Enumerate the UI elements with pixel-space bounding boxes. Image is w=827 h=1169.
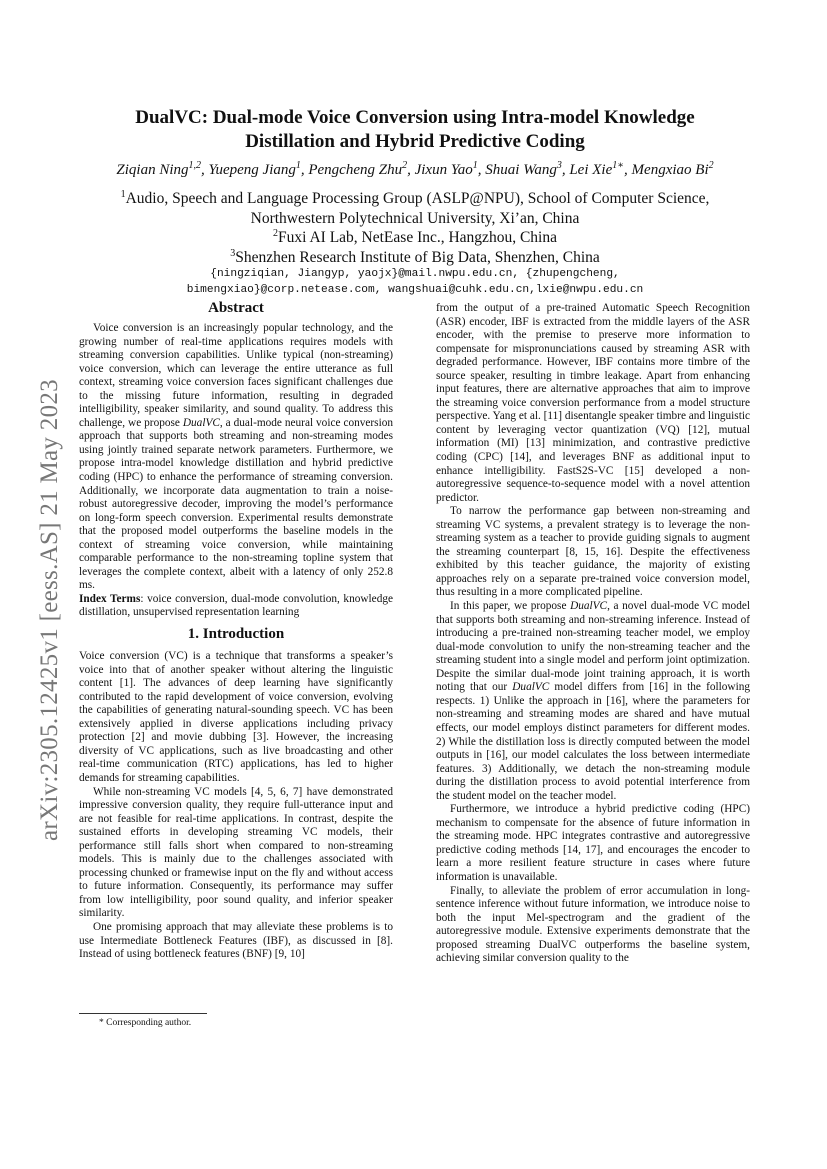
author-name: Shuai Wang bbox=[485, 162, 557, 178]
author-list: Ziqian Ning$^{1,2}$, Yuepeng Jiang$^1$, Pengcheng Zhu$^2$, Jixun Yao$^1$, Shuai Wang$^3$, Lei Xie$^{1∗}$, Mengxiao Bi$^2$ bbox=[116, 160, 714, 178]
affiliation-mark: 3 bbox=[230, 247, 236, 259]
affiliation-1 bbox=[80, 189, 750, 209]
author-affiliation-mark: 1 bbox=[295, 160, 301, 171]
intro-paragraph-1: Voice conversion (VC) is a technique that transforms a speaker’s voice into that of another speaker without altering the linguistic content [1]. The advances of deep learning have significantly contributed to the rapid development of voice conversion, evolving the capabilities of generating natural-sounding speech. VC has been extensively applied in diverse applications including privacy protection [2] and movie dubbing [3]. However, the increasing diversity of VC applications, such as live broadcasting and other real-time communication (RTC) applications, has led to higher demands for streaming capabilities. bbox=[79, 650, 393, 784]
arxiv-identifier-stamp bbox=[30, 345, 70, 875]
left-column bbox=[79, 298, 393, 962]
paragraph-text-end: model differs from [16] in the following respects. 1) Unlike the approach in [16], where the parameters for non-streaming and streaming modes are shared and have mutual effects, our model employs distinct parameters for different modes. 2) While the distillation loss is directly computed between the model outputs in [16], our model calculates the loss between intermediate features. 3) Additionally, we detach the non-streaming module during the distillation process to avoid potential interference from the student model on the teacher model. bbox=[436, 681, 751, 802]
author-name: Yuepeng Jiang bbox=[208, 162, 296, 178]
affiliation-2 bbox=[80, 228, 750, 248]
abstract-text-cont: , a dual-mode neural voice conversion approach that supports both streaming and non-streaming modes using jointly trained separate network parameters. Furthermore, we propose intra-model knowledge distillation and hybrid predictive coding (HPC) to enhance the performance of streaming conversion. Additionally, we incorporate data augmentation to train a noise-robust autoregressive decoder, improving the model’s performance on long-form speech conversion. Experimental results demonstrate that the proposed model outperforms the baseline models in the context of streaming voice conversion, while maintaining comparable performance to the non-streaming topline system that leverages the complete context, albeit with a latency of only 252.8 ms. bbox=[79, 416, 394, 592]
intro-paragraph-3: One promising approach that may alleviate these problems is to use Intermediate Bottleneck Features (IBF), as discussed in [8]. Instead of using bottleneck features (BNF) [9, 10] bbox=[79, 920, 393, 961]
footnote-text: * Corresponding author. bbox=[99, 1018, 192, 1028]
model-name-emphasis: DualVC bbox=[512, 681, 550, 694]
paragraph-text: In this paper, we propose bbox=[450, 600, 571, 613]
abstract-text: Voice conversion is an increasingly popular technology, and the growing number of real-time applications requires models with streaming conversion capabilities. Unlike typical (non-streaming) voice conversion, which can leverage the entire utterance as full context, streaming voice conversion faces significant challenges due to the missing future information, resulting in degraded intelligibility, speaker similarity, and sound quality. To address this challenge, we propose bbox=[79, 322, 393, 429]
author-affiliation-mark: 2 bbox=[708, 160, 714, 171]
footnote bbox=[79, 1013, 393, 1028]
author-emails bbox=[80, 266, 750, 298]
introduction-heading: 1. Introduction bbox=[187, 626, 285, 643]
index-terms-text: : voice conversion, dual-mode convolution, knowledge distillation, unsupervised representation learning bbox=[79, 592, 393, 619]
paper-title bbox=[90, 106, 740, 154]
author-name: Pengcheng Zhu bbox=[308, 162, 403, 178]
author-affiliation-mark: 2 bbox=[402, 160, 408, 171]
paper-title-line-2: Distillation and Hybrid Predictive Coding bbox=[245, 131, 585, 152]
intro-paragraph-2: While non-streaming VC models [4, 5, 6, 7] have demonstrated impressive conversion quality, they require full-utterance input and are not feasible for real-time applications. In contrast, despite the sustained efforts in developing streaming VC models, their performance still falls short when compared to non-streaming models. This is mainly due to the challenges associated with processing chunked or framewise input on the fly and without access to future information. Consequently, its performance may suffer from low intelligibility, poor sound quality, and inferior speaker similarity. bbox=[79, 785, 393, 920]
index-terms-label: Index Terms bbox=[79, 592, 141, 605]
right-column bbox=[436, 302, 750, 966]
affiliation-text: Shenzhen Research Institute of Big Data, Shenzhen, China bbox=[235, 248, 600, 266]
model-name-emphasis: DualVC bbox=[182, 416, 220, 429]
affiliation-list bbox=[80, 189, 750, 267]
author-name: Mengxiao Bi bbox=[631, 162, 709, 178]
email-line-2: bimengxiao}@corp.netease.com, wangshuai@cuhk.edu.cn,lxie@nwpu.edu.cn bbox=[186, 284, 644, 296]
affiliation-1-continued: Northwestern Polytechnical University, Xi’an, China bbox=[250, 209, 580, 227]
intro-paragraph-4: To narrow the performance gap between non-streaming and streaming VC systems, a prevalent strategy is to leverage the non-streaming system as a teacher to provide guiding signals to augment the streaming counterpart [8, 15, 16]. Despite the effectiveness exhibited by this teacher guidance, the majority of existing approaches rely on a separate pre-trained voice conversion model, thus resulting in a more complicated pipeline. bbox=[436, 505, 750, 599]
author-affiliation-mark: 1,2 bbox=[188, 160, 201, 171]
intro-paragraph-7: Finally, to alleviate the problem of error accumulation in long-sentence inference without future information, we introduce noise to both the input Mel-spectrogram and the gradient of the autoregressive module. Extensive experiments demonstrate that the proposed streaming DualVC outperforms the baseline system, achieving similar conversion quality to the bbox=[436, 884, 750, 965]
paragraph-text-cont: , a novel dual-mode VC model that supports both streaming and non-streaming inference. Instead of introducing a pre-trained non-streaming teacher model, we employ dual-mode convolution to unify the non-streaming teacher and the streaming student into a single model and perform joint optimization. Despite the similar dual-mode joint training approach, it is worth noting that our bbox=[436, 600, 750, 694]
email-line-1: {ningziqian, Jiangyp, yaojx}@mail.nwpu.edu.cn, {zhupengcheng, bbox=[210, 268, 620, 280]
intro-paragraph-3-continued: from the output of a pre-trained Automatic Speech Recognition (ASR) encoder, IBF is extracted from the middle layers of the ASR encoder, with the premise to preserve more information to compensate for mispronunciations caused by streaming ASR with degraded performance. However, IBF contains more timbre of the source speaker, resulting in timbre leakage. Apart from enhancing input features, there are alternative approaches that aim to improve the streaming voice conversion performance from a model structure perspective. Yang et al. [11] disentangle speaker timbre and linguistic content by leveraging vector quantization (VQ) [12], mutual information (MI) [13] minimization, and contrastive predictive coding (CPC) [14], and leverages BNF as additional input to enhance intelligibility. FastS2S-VC [15] developed a non-autoregressive sequence-to-sequence model with a novel attention predictor. bbox=[436, 302, 750, 504]
arxiv-identifier-text: arXiv:2305.12425v1 [eess.AS] 21 May 2023 bbox=[36, 379, 63, 841]
affiliation-mark: 1 bbox=[120, 188, 126, 200]
author-name: Ziqian Ning bbox=[116, 162, 189, 178]
affiliation-3 bbox=[80, 248, 750, 268]
affiliation-text: Audio, Speech and Language Processing Group (ASLP@NPU), School of Computer Science, bbox=[125, 190, 710, 207]
author-name: Jixun Yao bbox=[414, 162, 473, 178]
abstract-heading: Abstract bbox=[208, 300, 264, 316]
intro-paragraph-6: Furthermore, we introduce a hybrid predictive coding (HPC) mechanism to compensate for the absence of future information in the streaming mode. HPC integrates contrastive and autoregressive predictive coding methods [14, 17], and encourages the encoder to learn a more resilient feature structure in cases where future information is unavailable. bbox=[436, 803, 750, 883]
abstract-paragraph bbox=[79, 322, 393, 593]
author-affiliation-mark: 1∗ bbox=[612, 160, 625, 171]
author-affiliation-mark: 3 bbox=[556, 160, 562, 171]
index-terms bbox=[79, 593, 393, 620]
paper-title-line-1: DualVC: Dual-mode Voice Conversion using Intra-model Knowledge bbox=[135, 107, 695, 128]
footnote-rule bbox=[79, 1013, 207, 1014]
affiliation-text: Fuxi AI Lab, NetEase Inc., Hangzhou, China bbox=[278, 229, 557, 246]
affiliation-mark: 2 bbox=[273, 227, 279, 239]
author-affiliation-mark: 1 bbox=[472, 160, 478, 171]
author-name: Lei Xie bbox=[569, 162, 613, 178]
intro-paragraph-5 bbox=[436, 600, 750, 803]
model-name-emphasis: DualVC bbox=[570, 600, 608, 613]
